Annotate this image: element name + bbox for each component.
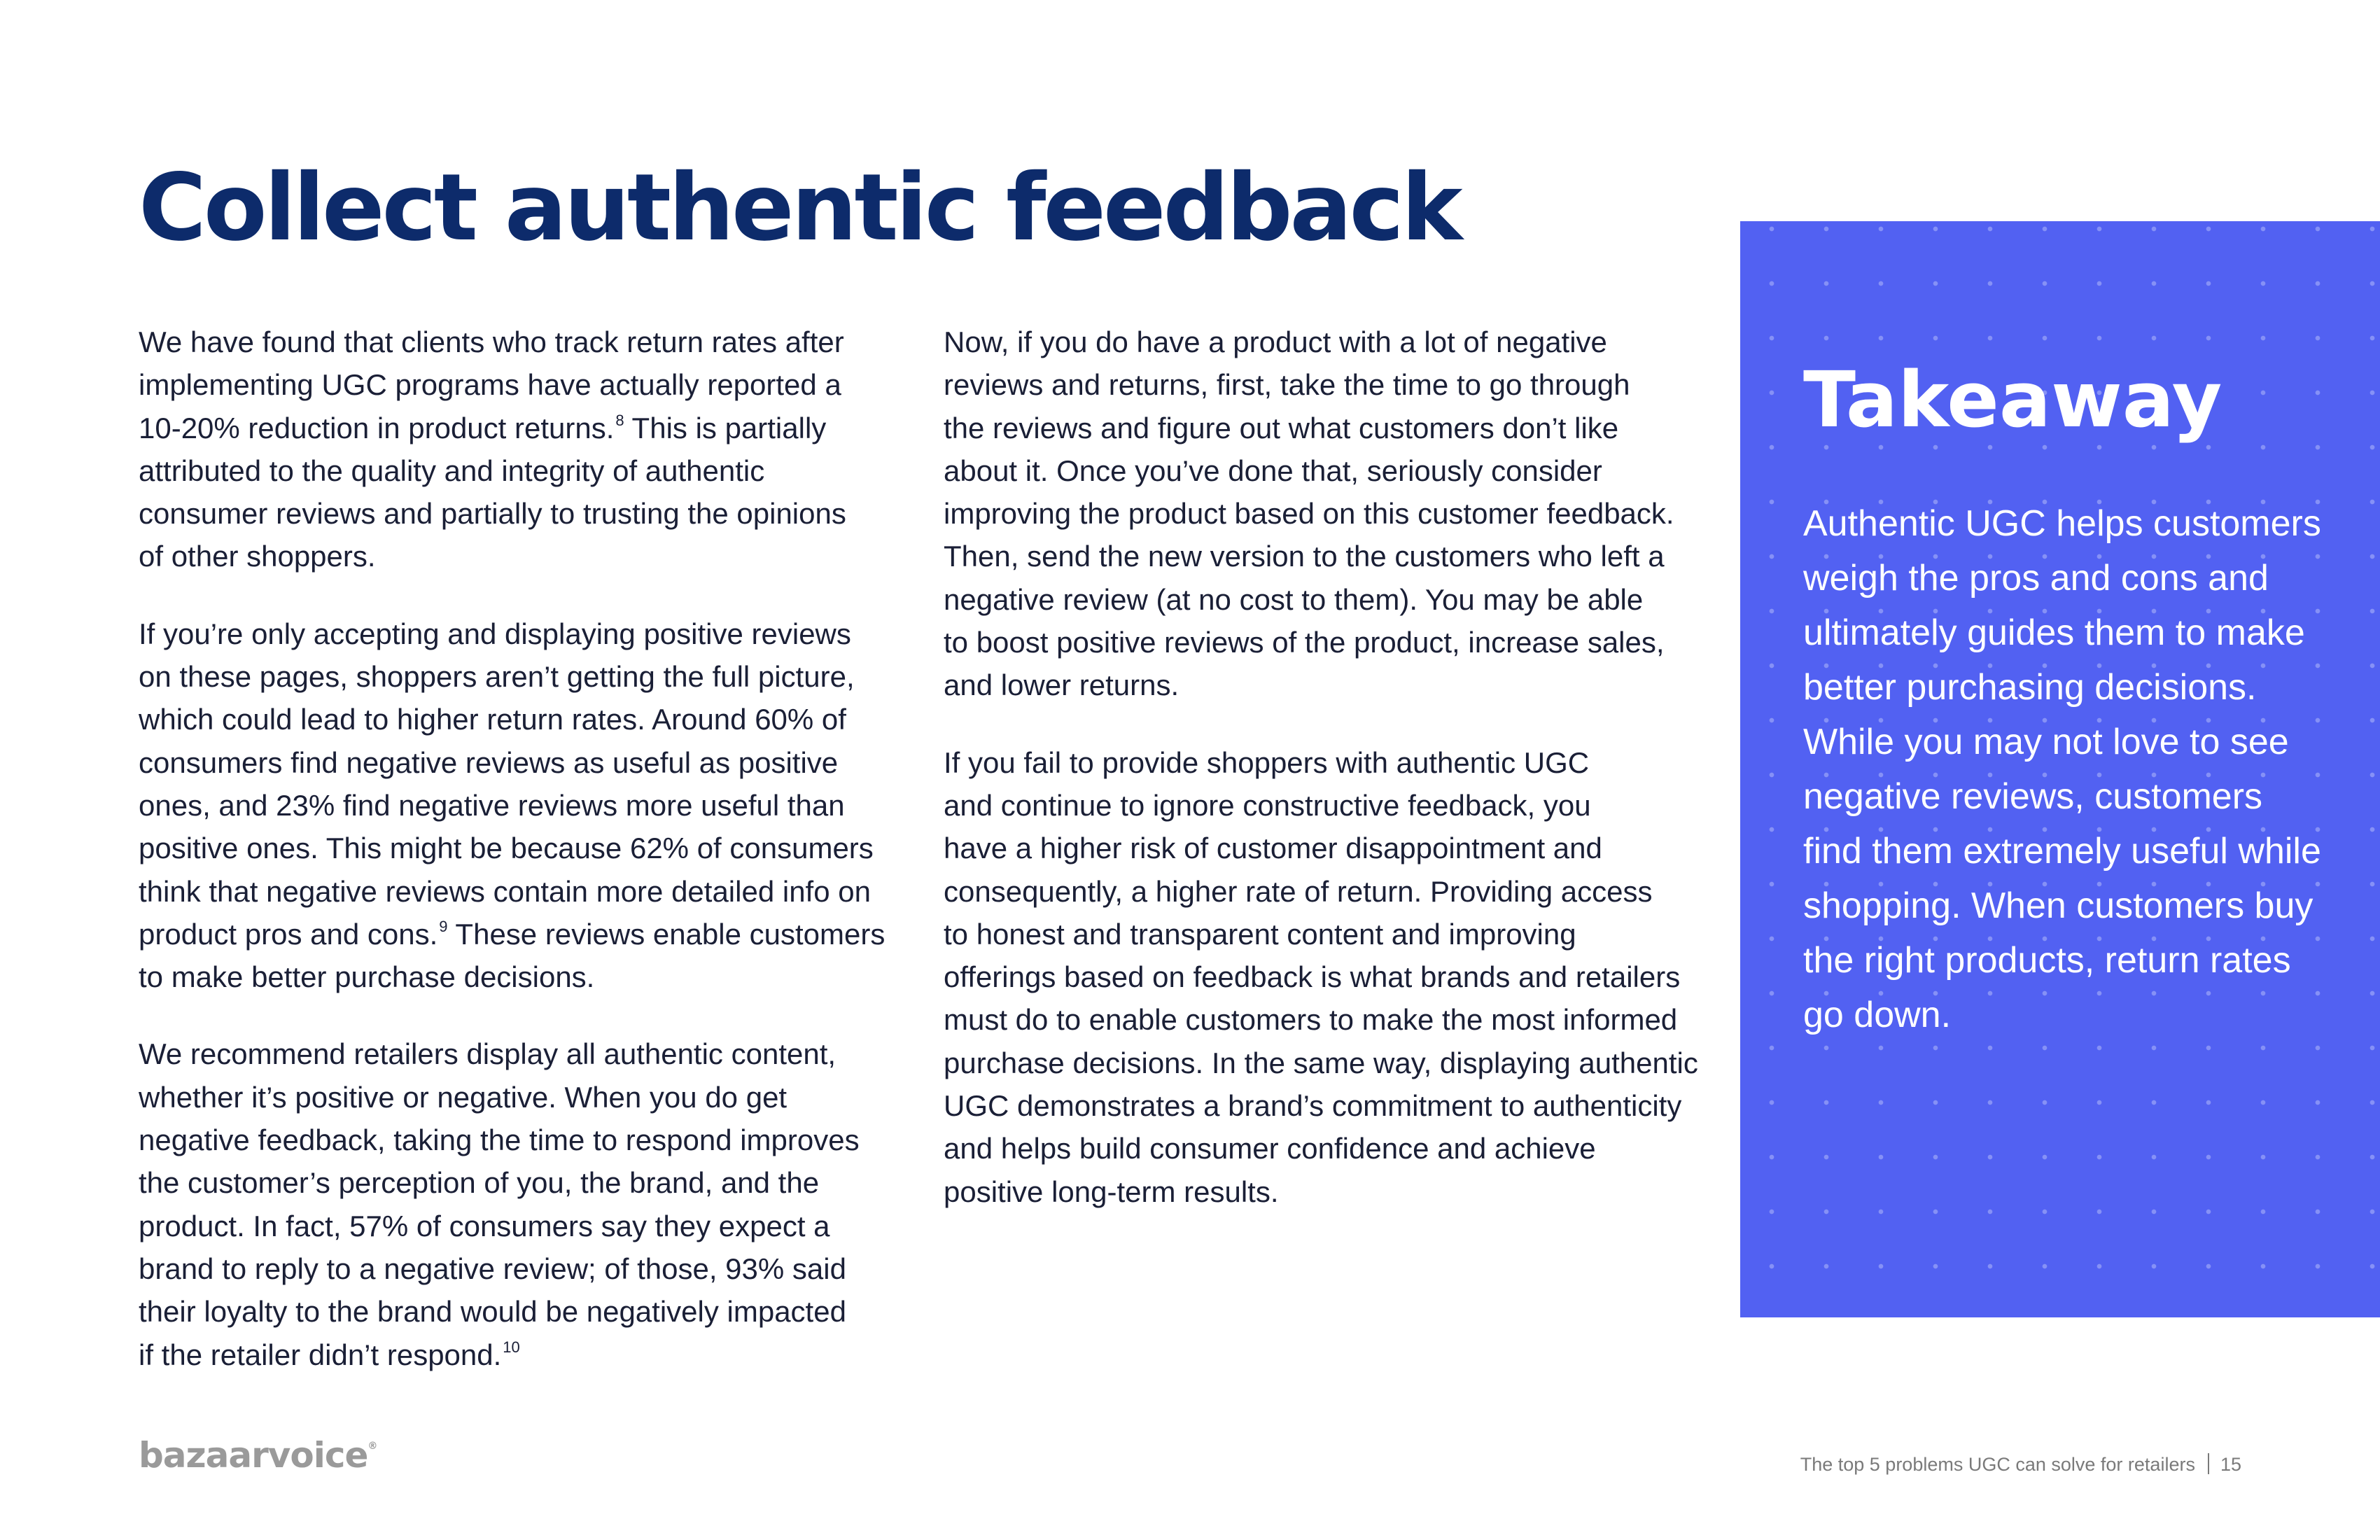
body-column-left [139,321,909,1376]
text-line: go down. [1803,995,1952,1035]
text-line: While you may not love to see [1803,722,2289,762]
text-line: the customer’s perception of you, the brand, and the [139,1166,820,1200]
text-line: their loyalty to the brand would be negatively impacted [139,1295,846,1329]
text-line: think that negative reviews contain more detailed info on [139,874,871,908]
text-line: consequently, a higher rate of return. Providing access [944,874,1653,908]
text-line: attributed to the quality and integrity of authentic [139,454,765,487]
text-line: about it. Once you’ve done that, seriously consider [944,454,1602,487]
text-line: negative review (at no cost to them). You may be able [944,582,1644,616]
text-line: which could lead to higher return rates. Around 60% of [139,703,846,736]
footnote-marker: 10 [503,1338,520,1356]
text-line: better purchasing decisions. [1803,667,2257,708]
paragraph [944,321,1714,707]
text-line: positive long-term results. [944,1175,1279,1208]
footnote-marker: 9 [439,917,448,935]
text-line: positive ones. This might be because 62% of consumers [139,832,874,865]
paragraph [139,1032,909,1376]
footnote-marker: 8 [615,411,624,429]
text-line: If you fail to provide shoppers with authentic UGC [944,746,1590,779]
text-line: and lower returns. [944,668,1180,702]
page-number: 15 [2220,1454,2241,1475]
text-line: improving the product based on this customer feedback. [944,497,1674,531]
text-line: and continue to ignore constructive feedback, you [944,788,1591,822]
text-line: shopping. When customers buy [1803,886,2314,926]
text-line: consumers find negative reviews as useful as positive [139,746,839,779]
text-line: ones, and 23% find negative reviews more useful than [139,788,845,822]
text-line: purchase decisions. In the same way, displaying authentic [944,1046,1698,1079]
text-line: must do to enable customers to make the most informed [944,1003,1678,1037]
registered-mark: ® [368,1441,377,1452]
text-line: Now, if you do have a product with a lot of negative [944,326,1607,358]
paragraph [139,612,909,999]
text-line: consumer reviews and partially to trusting the opinions [139,497,846,531]
text-line: have a higher risk of customer disappointment and [944,832,1602,865]
text-line: to honest and transparent content and improving [944,917,1576,951]
paragraph [139,321,909,578]
text-line: product. In fact, 57% of consumers say they expect a [139,1209,830,1242]
bazaarvoice-logo [139,1432,377,1488]
text-line: offerings based on feedback is what brands and retailers [944,960,1681,994]
text-line: We have found that clients who track return rates after [139,326,844,358]
text-line: negative reviews, customers [1803,776,2263,817]
text-line: Authentic UGC helps customers [1803,503,2321,544]
text-line: If you’re only accepting and displaying positive reviews [139,617,851,650]
page-title: Collect authentic feedback [139,154,1460,262]
paragraph [944,741,1714,1213]
text-line: ultimately guides them to make [1803,612,2305,653]
text-line: find them extremely useful while [1803,831,2321,872]
takeaway-panel [1740,221,2380,1317]
text-line: to boost positive reviews of the product, increase sales, [944,626,1665,659]
text-line: reviews and returns, first, take the time to go through [944,368,1630,402]
text-line: Then, send the new version to the customers who left a [944,540,1665,573]
text-line: brand to reply to a negative review; of those, 93% said [139,1252,846,1285]
text-line: the right products, return rates [1803,940,2291,981]
text-line: whether it’s positive or negative. When you do get [139,1080,788,1114]
takeaway-text [1803,496,2363,1042]
text-line: UGC demonstrates a brand’s commitment to authenticity [944,1089,1682,1123]
body-column-right [944,321,1714,1213]
text-line: on these pages, shoppers aren’t getting the full picture, [139,660,855,694]
text-line: if the retailer didn’t respond.$^{10}$ [139,1338,520,1371]
text-line: implementing UGC programs have actually reported a [139,368,841,402]
text-line: and helps build consumer confidence and achieve [944,1132,1596,1166]
text-line: 10-20% reduction in product returns.$^8$ This is partially [139,411,827,444]
logo-wordmark: bazaarvoice [139,1435,368,1476]
text-line: weigh the pros and cons and [1803,558,2269,598]
text-line: to make better purchase decisions. [139,960,595,994]
text-line: the reviews and figure out what customers don’t like [944,411,1619,444]
footer-separator [2208,1453,2209,1474]
text-line: negative feedback, taking the time to respond improves [139,1124,860,1157]
page-footer [1800,1452,2241,1477]
takeaway-heading: Takeaway [1803,355,2222,444]
text-line: product pros and cons.$^9$ These reviews enable customers [139,917,886,951]
text-line: We recommend retailers display all authentic content, [139,1037,836,1071]
footer-doc-title: The top 5 problems UGC can solve for retailers [1800,1454,2195,1475]
text-line: of other shoppers. [139,540,376,573]
